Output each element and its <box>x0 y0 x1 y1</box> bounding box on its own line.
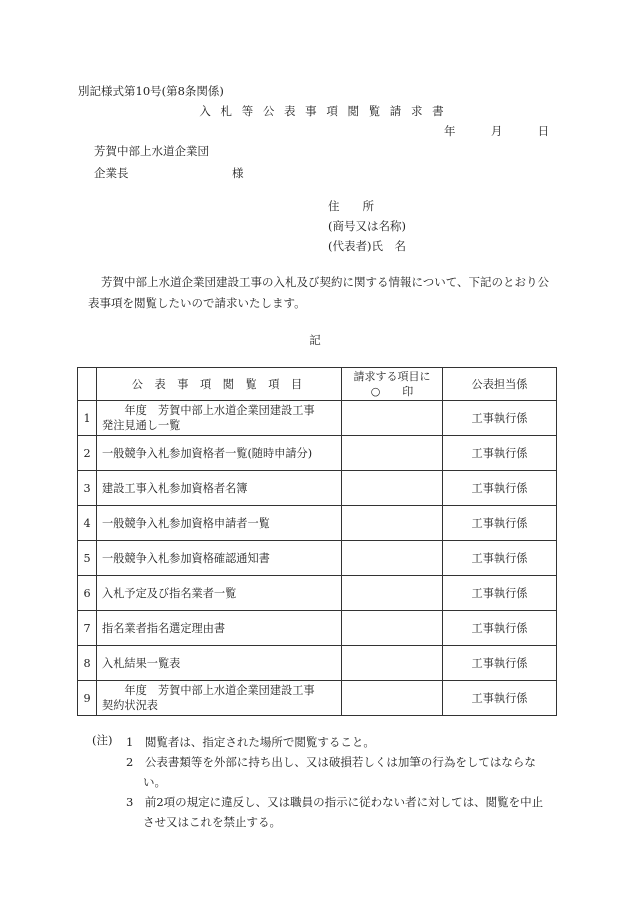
row-number: 8 <box>78 646 97 681</box>
note-3: 3 前2項の規定に違反し、又は職員の指示に従わない者に対しては、閲覧を中止 <box>126 795 544 809</box>
header-dept: 公表担当係 <box>443 368 557 401</box>
notes-label: (注) <box>92 733 113 747</box>
request-mark-cell[interactable] <box>342 401 443 436</box>
honorific: 様 <box>232 166 244 180</box>
request-statement: 芳賀中部上水道企業団建設工事の入札及び契約に関する情報について、下記のとおり公表事項を閲覧したいので請求いたします。 <box>88 275 550 310</box>
header-request: 請求する項目に ○ 印 <box>342 368 443 401</box>
representative-label: (代表者)氏 名 <box>328 239 406 253</box>
request-mark-cell[interactable] <box>342 681 443 716</box>
row-dept: 工事執行係 <box>443 576 557 611</box>
note-2-continued: い。 <box>143 775 166 789</box>
request-mark-cell[interactable] <box>342 611 443 646</box>
row-item: 年度 芳賀中部上水道企業団建設工事 発注見通し一覧 <box>97 401 342 436</box>
note-1: 1 閲覧者は、指定された場所で閲覧すること。 <box>126 735 375 749</box>
table-row <box>78 401 557 436</box>
request-table <box>77 367 557 716</box>
table-row <box>78 611 557 646</box>
date-year: 年 <box>444 124 456 138</box>
row-item: 指名業者指名選定理由書 <box>97 611 342 646</box>
form-reference: 別記様式第10号(第8条関係) <box>78 84 224 98</box>
note-3-continued: させ又はこれを禁止する。 <box>143 815 281 829</box>
date-day: 日 <box>537 124 550 138</box>
row-number: 9 <box>78 681 97 716</box>
row-number: 4 <box>78 506 97 541</box>
table-row <box>78 646 557 681</box>
row-dept: 工事執行係 <box>443 681 557 716</box>
document-title: 入 札 等 公 表 事 項 閲 覧 請 求 書 <box>199 104 447 118</box>
table-row <box>78 541 557 576</box>
date-line <box>444 126 549 138</box>
table-row <box>78 436 557 471</box>
table-row <box>78 576 557 611</box>
row-item: 建設工事入札参加資格者名簿 <box>97 471 342 506</box>
row-item: 入札予定及び指名業者一覧 <box>97 576 342 611</box>
request-mark-cell[interactable] <box>342 436 443 471</box>
addressee-title: 企業長 <box>94 166 129 180</box>
table-header-row <box>78 368 557 401</box>
header-item: 公 表 事 項 閲 覧 項 目 <box>97 368 342 401</box>
row-dept: 工事執行係 <box>443 611 557 646</box>
row-number: 3 <box>78 471 97 506</box>
row-dept: 工事執行係 <box>443 506 557 541</box>
address-label: 住 所 <box>328 199 374 213</box>
request-mark-cell[interactable] <box>342 471 443 506</box>
row-item: 入札結果一覧表 <box>97 646 342 681</box>
request-mark-cell[interactable] <box>342 541 443 576</box>
header-number <box>78 368 97 401</box>
date-month: 月 <box>490 124 503 138</box>
row-number: 2 <box>78 436 97 471</box>
row-item: 一般競争入札参加資格者一覧(随時申請分) <box>97 436 342 471</box>
row-item: 年度 芳賀中部上水道企業団建設工事 契約状況表 <box>97 681 342 716</box>
table-row <box>78 506 557 541</box>
request-mark-cell[interactable] <box>342 506 443 541</box>
row-dept: 工事執行係 <box>443 541 557 576</box>
request-mark-cell[interactable] <box>342 576 443 611</box>
row-number: 1 <box>78 401 97 436</box>
request-mark-cell[interactable] <box>342 646 443 681</box>
row-number: 6 <box>78 576 97 611</box>
row-number: 5 <box>78 541 97 576</box>
note-2: 2 公表書類等を外部に持ち出し、又は破損若しくは加筆の行為をしてはならな <box>126 755 536 769</box>
row-item: 一般競争入札参加資格確認通知書 <box>97 541 342 576</box>
row-dept: 工事執行係 <box>443 401 557 436</box>
row-item: 一般競争入札参加資格申請者一覧 <box>97 506 342 541</box>
addressee: 芳賀中部上水道企業団 <box>94 144 209 158</box>
table-row <box>78 681 557 716</box>
row-dept: 工事執行係 <box>443 436 557 471</box>
ki-heading: 記 <box>309 333 321 347</box>
trade-name-label: (商号又は名称) <box>328 219 406 233</box>
row-dept: 工事執行係 <box>443 646 557 681</box>
row-number: 7 <box>78 611 97 646</box>
row-dept: 工事執行係 <box>443 471 557 506</box>
table-row <box>78 471 557 506</box>
